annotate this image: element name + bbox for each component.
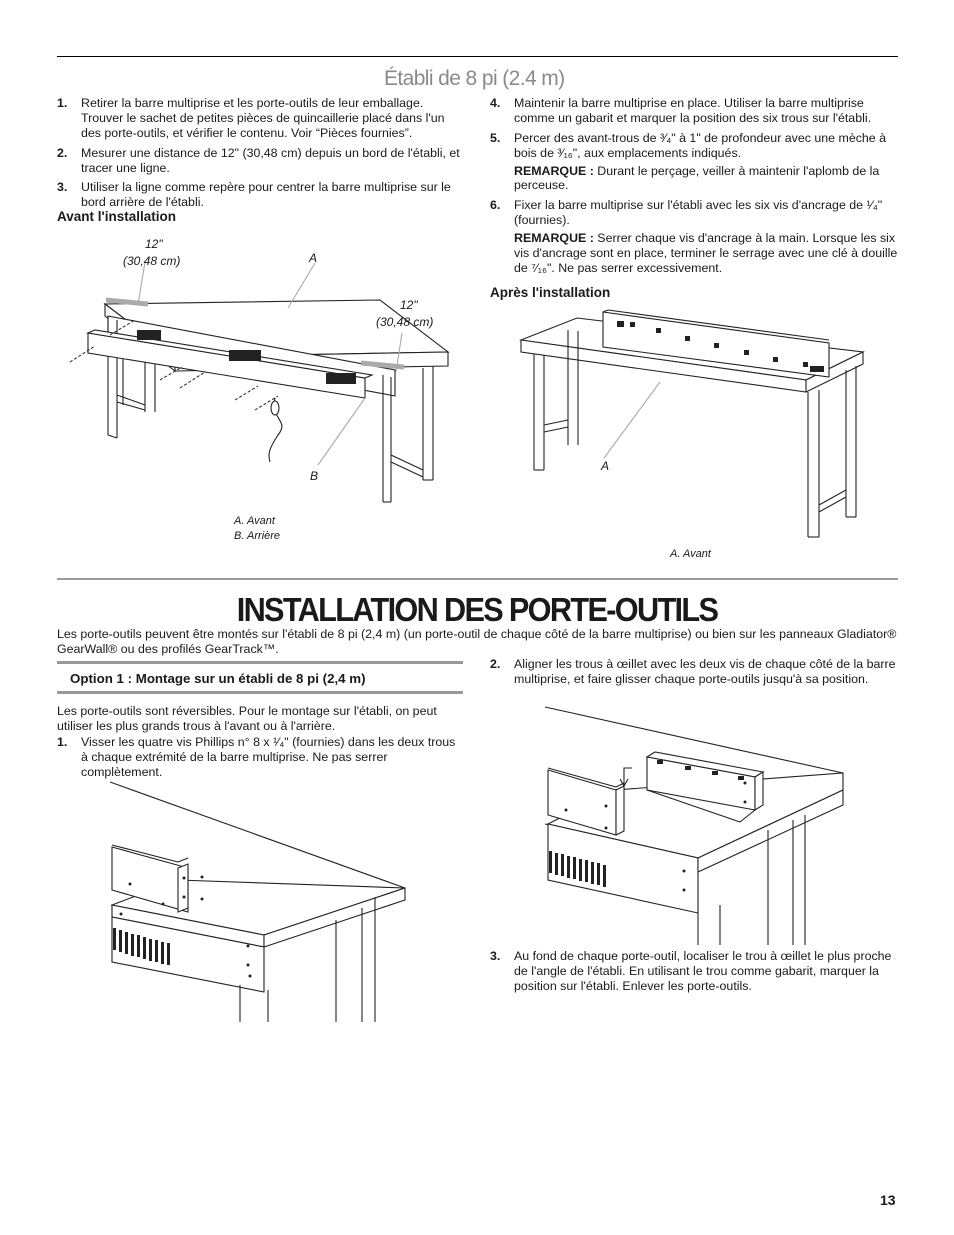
figure-caption: A. Avant	[670, 548, 711, 560]
note: REMARQUE : Durant le perçage, veiller à maintenir l'aplomb de la perceuse.	[514, 163, 880, 193]
dimension-label: 12"	[400, 298, 418, 312]
option1-heading: Option 1 : Montage sur un établi de 8 pi (2,4 m)	[70, 671, 366, 686]
list-item: 1. Retirer la barre multiprise et les porte-outils de leur emballage. Trouver le sachet de petites pièces de quincaillerie placé dans l'un des porte-outils, et vérifier le contenu. Voir “Pièces fournies”.	[57, 96, 445, 140]
figure-caption: B. Arrière	[234, 530, 281, 542]
figure-caption: A. Avant	[234, 515, 275, 527]
section-title: Établi de 8 pi (2.4 m)	[384, 67, 565, 90]
note: REMARQUE : Serrer chaque vis d'ancrage à la main. Lorsque les six vis d'ancrage sont en place, terminer le serrage avec une clé à douille de ⁷⁄₁₆". Ne pas serrer excessivement.	[514, 231, 898, 275]
list-item: 3. Au fond de chaque porte-outil, localiser le trou à œillet le plus proche de l'angle de l'établi. En utilisant le trou comme gabarit, marquer la position sur l'établi. Enlever les porte-outils.	[490, 949, 892, 993]
list-item: 4. Maintenir la barre multiprise en place. Utiliser la barre multiprise comme un gabarit et marquer la position des six trous sur l'établi.	[490, 96, 872, 125]
list-item: 2. Mesurer une distance de 12" (30,48 cm) depuis un bord de l'établi, et tracer une ligne.	[57, 145, 460, 175]
dimension-label: 12"	[145, 237, 163, 251]
page-number: 13	[880, 1192, 896, 1208]
before-heading: Avant l'installation	[57, 209, 176, 224]
option-paragraph: Les porte-outils sont réversibles. Pour le montage sur l'établi, on peut utiliser les plus grands trous à l'avant ou à l'arrière.	[57, 704, 437, 733]
intro-paragraph: Les porte-outils peuvent être montés sur l'établi de 8 pi (2,4 m) (un porte-outil de chaque côté de la barre multiprise) ou bien sur les panneaux Gladiator® GearWall® ou des profilés GearTrack™.	[57, 627, 897, 656]
list-item: 5. Percer des avant-trous de ³⁄₄" à 1" de profondeur avec une mèche à bois de ³⁄₁₆", aux emplacements indiqués. REMARQUE : Durant le perçage, veiller à maintenir l'aplomb de la perceuse.	[490, 131, 898, 194]
callout-b: B	[310, 469, 319, 483]
list-item: 3. Utiliser la ligne comme repère pour centrer la barre multiprise sur le bord arrière de l'établi.	[57, 180, 451, 210]
dimension-label: (30,48 cm)	[376, 315, 434, 329]
list-item: 6. Fixer la barre multiprise sur l'établi avec les six vis d'ancrage de ¹⁄₄" (fournies). REMARQUE : Serrer chaque vis d'ancrage à la main. Lorsque les six vis d'ancrage sont en place, terminer le serrage avec une clé à douille de ⁷⁄₁₆". Ne pas serrer excessivement.	[490, 198, 898, 275]
callout-a: A	[309, 251, 318, 265]
list-item: 1. Visser les quatre vis Phillips n° 8 x ¹⁄₄" (fournies) dans les deux trous à chaque extrémité de la barre multiprise. Ne pas serrer complètement.	[57, 735, 456, 779]
after-heading: Après l'installation	[490, 285, 611, 300]
callout-a: A	[601, 459, 610, 473]
page-title: INSTALLATION DES PORTE-OUTILS	[236, 591, 718, 628]
dimension-label: (30,48 cm)	[123, 254, 181, 268]
list-item: 2. Aligner les trous à œillet avec les deux vis de chaque côté de la barre multiprise, et faire glisser chaque porte-outils jusqu'à sa position.	[490, 657, 896, 686]
